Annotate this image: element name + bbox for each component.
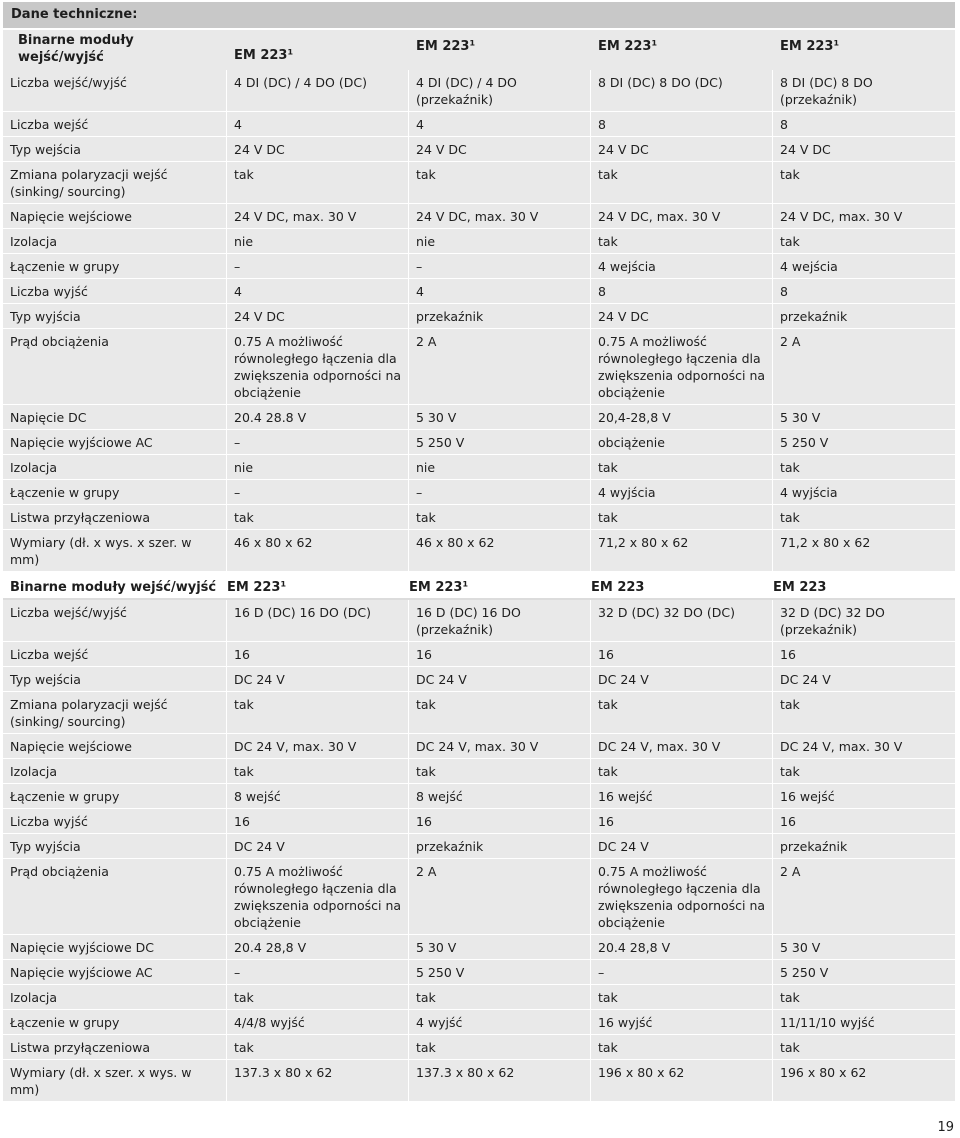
table-cell: tak	[591, 759, 773, 783]
table-cell: 2 A	[409, 329, 591, 404]
table-cell: 24 V DC	[773, 137, 955, 161]
table-cell: 71,2 x 80 x 62	[773, 530, 955, 571]
table-cell: 16 wyjść	[591, 1010, 773, 1034]
table-cell: tak	[591, 1035, 773, 1059]
table-cell: 20.4 28,8 V	[591, 935, 773, 959]
table-cell: tak	[591, 692, 773, 733]
model-header: EM 223	[773, 579, 827, 595]
table-cell: DC 24 V	[227, 834, 409, 858]
table-cell: tak	[591, 985, 773, 1009]
table-cell: tak	[227, 1035, 409, 1059]
row-label: Zmiana polaryzacji wejść (sinking/ sourcing)	[3, 692, 227, 733]
table-cell: 137.3 x 80 x 62	[409, 1060, 591, 1101]
model-header: EM 223¹	[416, 39, 476, 54]
model-header: EM 223¹	[409, 579, 469, 595]
table-row	[3, 642, 955, 667]
row-label: Napięcie wyjściowe AC	[3, 960, 227, 984]
page-number: 19	[937, 1120, 954, 1135]
model-header: EM 223	[591, 579, 645, 595]
table-cell: 4 DI (DC) / 4 DO (przekaźnik)	[409, 70, 591, 111]
row-label: Napięcie wejściowe	[3, 734, 227, 758]
row-label: Typ wyjścia	[3, 834, 227, 858]
table-cell: 4	[227, 279, 409, 303]
table-cell: 2 A	[773, 329, 955, 404]
table-cell: 5 250 V	[409, 430, 591, 454]
model-header: EM 223¹	[598, 39, 658, 54]
row-label: Wymiary (dł. x szer. x wys. w mm)	[3, 1060, 227, 1101]
table-cell: 8 DI (DC) 8 DO (przekaźnik)	[773, 70, 955, 111]
table-cell: 16	[227, 642, 409, 666]
table-cell: DC 24 V, max. 30 V	[591, 734, 773, 758]
table-cell: 20.4 28,8 V	[227, 935, 409, 959]
table-cell: 16	[409, 642, 591, 666]
table-cell: przekaźnik	[409, 834, 591, 858]
table-title: Binarne moduły wejść/wyjść	[10, 579, 217, 595]
model-header: EM 223¹	[780, 39, 840, 54]
table-row	[3, 480, 955, 505]
table-row	[3, 112, 955, 137]
table-cell: 24 V DC	[591, 137, 773, 161]
technical-data-table-1	[3, 2, 955, 572]
table-cell: 5 30 V	[409, 405, 591, 429]
table-cell: 4 wyjścia	[591, 480, 773, 504]
table-cell: tak	[227, 985, 409, 1009]
table-cell: 8	[591, 112, 773, 136]
table-row	[3, 137, 955, 162]
table-cell: 196 x 80 x 62	[773, 1060, 955, 1101]
table-row	[3, 935, 955, 960]
table-cell: 196 x 80 x 62	[591, 1060, 773, 1101]
row-label: Napięcie DC	[3, 405, 227, 429]
table-cell: –	[227, 430, 409, 454]
table-cell: 24 V DC, max. 30 V	[227, 204, 409, 228]
row-label: Typ wejścia	[3, 137, 227, 161]
table-row	[3, 405, 955, 430]
table-cell: 2 A	[773, 859, 955, 934]
row-label: Napięcie wejściowe	[3, 204, 227, 228]
table-subtitle: Binarne moduły wejść/wyjść	[18, 33, 134, 65]
table-cell: 24 V DC	[591, 304, 773, 328]
table-cell: tak	[409, 505, 591, 529]
table-row	[3, 859, 955, 935]
table-cell: 8 wejść	[409, 784, 591, 808]
technical-data-table-2	[3, 576, 955, 1102]
table-cell: tak	[773, 1035, 955, 1059]
table-cell: DC 24 V	[409, 667, 591, 691]
model-header: EM 223¹	[227, 579, 287, 595]
table-cell: 5 250 V	[773, 960, 955, 984]
table-cell: 11/11/10 wyjść	[773, 1010, 955, 1034]
table-cell: tak	[591, 505, 773, 529]
row-label: Łączenie w grupy	[3, 784, 227, 808]
table-cell: 0.75 A możliwość równoległego łączenia dla zwiększenia odporności na obciążenie	[591, 859, 773, 934]
table-cell: 137.3 x 80 x 62	[227, 1060, 409, 1101]
row-label: Liczba wejść	[3, 642, 227, 666]
row-label: Zmiana polaryzacji wejść (sinking/ sourcing)	[3, 162, 227, 203]
row-label: Izolacja	[3, 455, 227, 479]
table-cell: 16 wejść	[591, 784, 773, 808]
table-cell: 5 30 V	[409, 935, 591, 959]
table-cell: –	[227, 254, 409, 278]
table-row	[3, 229, 955, 254]
row-label: Łączenie w grupy	[3, 1010, 227, 1034]
table-cell: 5 250 V	[409, 960, 591, 984]
table-cell: 8	[773, 279, 955, 303]
table-row	[3, 254, 955, 279]
row-label: Wymiary (dł. x wys. x szer. w mm)	[3, 530, 227, 571]
table-row	[3, 1060, 955, 1102]
row-label: Liczba wyjść	[3, 279, 227, 303]
table-cell: 46 x 80 x 62	[409, 530, 591, 571]
table-cell: tak	[773, 455, 955, 479]
table-cell: nie	[227, 455, 409, 479]
table-cell: 5 250 V	[773, 430, 955, 454]
row-label: Liczba wejść/wyjść	[3, 70, 227, 111]
table-cell: tak	[773, 985, 955, 1009]
table-cell: DC 24 V, max. 30 V	[409, 734, 591, 758]
table-cell: 4/4/8 wyjść	[227, 1010, 409, 1034]
table-row	[3, 734, 955, 759]
table-cell: 46 x 80 x 62	[227, 530, 409, 571]
table-cell: przekaźnik	[409, 304, 591, 328]
table-row	[3, 204, 955, 229]
table-row	[3, 784, 955, 809]
table-cell: 8	[591, 279, 773, 303]
table-cell: 5 30 V	[773, 405, 955, 429]
row-label: Liczba wejść/wyjść	[3, 600, 227, 641]
row-label: Prąd obciążenia	[3, 859, 227, 934]
table-row	[3, 70, 955, 112]
table-header	[3, 28, 955, 70]
table-row	[3, 279, 955, 304]
table-cell: nie	[409, 455, 591, 479]
table-cell: tak	[409, 692, 591, 733]
table-cell: 4	[409, 112, 591, 136]
section-title: Dane techniczne:	[3, 2, 955, 28]
table-row	[3, 1010, 955, 1035]
table-cell: 20.4 28.8 V	[227, 405, 409, 429]
table-row	[3, 455, 955, 480]
table-cell: 24 V DC	[227, 137, 409, 161]
table-cell: 16	[227, 809, 409, 833]
table-row	[3, 530, 955, 572]
table-header	[3, 576, 955, 600]
table-cell: 0.75 A możliwość równoległego łączenia dla zwiększenia odporności na obciążenie	[227, 329, 409, 404]
table-cell: tak	[409, 1035, 591, 1059]
table-cell: 24 V DC, max. 30 V	[409, 204, 591, 228]
table-cell: DC 24 V, max. 30 V	[227, 734, 409, 758]
table-cell: tak	[591, 229, 773, 253]
table-cell: 16	[773, 642, 955, 666]
table-cell: nie	[409, 229, 591, 253]
table-cell: 4 wyjść	[409, 1010, 591, 1034]
row-label: Izolacja	[3, 985, 227, 1009]
table-cell: tak	[409, 162, 591, 203]
table-cell: tak	[227, 759, 409, 783]
row-label: Łączenie w grupy	[3, 254, 227, 278]
row-label: Izolacja	[3, 229, 227, 253]
table-row	[3, 809, 955, 834]
table-cell: 32 D (DC) 32 DO (DC)	[591, 600, 773, 641]
table-cell: 4	[227, 112, 409, 136]
table-row	[3, 834, 955, 859]
row-label: Listwa przyłączeniowa	[3, 505, 227, 529]
table-cell: 24 V DC, max. 30 V	[591, 204, 773, 228]
row-label: Izolacja	[3, 759, 227, 783]
row-label: Łączenie w grupy	[3, 480, 227, 504]
table-cell: tak	[773, 162, 955, 203]
table-row	[3, 162, 955, 204]
table-cell: DC 24 V, max. 30 V	[773, 734, 955, 758]
table-cell: 0.75 A możliwość równoległego łączenia dla zwiększenia odporności na obciążenie	[591, 329, 773, 404]
table-cell: tak	[409, 985, 591, 1009]
table-cell: 20,4-28,8 V	[591, 405, 773, 429]
table-cell: 5 30 V	[773, 935, 955, 959]
table-cell: 16 D (DC) 16 DO (DC)	[227, 600, 409, 641]
table-cell: 24 V DC, max. 30 V	[773, 204, 955, 228]
row-label: Typ wyjścia	[3, 304, 227, 328]
row-label: Listwa przyłączeniowa	[3, 1035, 227, 1059]
table-body	[3, 70, 955, 572]
table-cell: tak	[773, 505, 955, 529]
table-cell: 2 A	[409, 859, 591, 934]
table-cell: przekaźnik	[773, 304, 955, 328]
table-row	[3, 985, 955, 1010]
table-cell: DC 24 V	[591, 834, 773, 858]
table-row	[3, 430, 955, 455]
table-cell: 4 wejścia	[591, 254, 773, 278]
table-cell: tak	[227, 505, 409, 529]
row-label: Napięcie wyjściowe AC	[3, 430, 227, 454]
table-cell: 0.75 A możliwość równoległego łączenia dla zwiększenia odporności na obciążenie	[227, 859, 409, 934]
table-cell: tak	[409, 759, 591, 783]
table-cell: 4 wejścia	[773, 254, 955, 278]
table-cell: 16	[591, 642, 773, 666]
table-row	[3, 304, 955, 329]
table-cell: –	[227, 960, 409, 984]
model-header: EM 223¹	[234, 48, 294, 63]
table-cell: 71,2 x 80 x 62	[591, 530, 773, 571]
table-cell: –	[591, 960, 773, 984]
table-row	[3, 600, 955, 642]
table-cell: obciążenie	[591, 430, 773, 454]
table-cell: 24 V DC	[409, 137, 591, 161]
table-row	[3, 1035, 955, 1060]
table-cell: 4	[409, 279, 591, 303]
table-cell: 32 D (DC) 32 DO (przekaźnik)	[773, 600, 955, 641]
table-cell: 16 wejść	[773, 784, 955, 808]
table-cell: –	[227, 480, 409, 504]
table-row	[3, 505, 955, 530]
table-cell: tak	[773, 229, 955, 253]
table-cell: DC 24 V	[773, 667, 955, 691]
table-cell: 24 V DC	[227, 304, 409, 328]
table-cell: 4 DI (DC) / 4 DO (DC)	[227, 70, 409, 111]
table-cell: DC 24 V	[591, 667, 773, 691]
table-row	[3, 759, 955, 784]
table-cell: DC 24 V	[227, 667, 409, 691]
row-label: Prąd obciążenia	[3, 329, 227, 404]
table-body	[3, 600, 955, 1102]
table-cell: 8 wejść	[227, 784, 409, 808]
table-cell: 16	[591, 809, 773, 833]
table-cell: 16	[773, 809, 955, 833]
table-row	[3, 667, 955, 692]
table-cell: 8	[773, 112, 955, 136]
table-cell: tak	[227, 692, 409, 733]
table-cell: 16	[409, 809, 591, 833]
row-label: Napięcie wyjściowe DC	[3, 935, 227, 959]
table-cell: tak	[591, 455, 773, 479]
table-cell: –	[409, 254, 591, 278]
table-cell: 8 DI (DC) 8 DO (DC)	[591, 70, 773, 111]
table-row	[3, 692, 955, 734]
table-cell: tak	[591, 162, 773, 203]
table-row	[3, 960, 955, 985]
table-cell: 16 D (DC) 16 DO (przekaźnik)	[409, 600, 591, 641]
table-cell: tak	[227, 162, 409, 203]
row-label: Liczba wejść	[3, 112, 227, 136]
row-label: Liczba wyjść	[3, 809, 227, 833]
table-cell: przekaźnik	[773, 834, 955, 858]
table-cell: nie	[227, 229, 409, 253]
table-row	[3, 329, 955, 405]
table-cell: 4 wyjścia	[773, 480, 955, 504]
table-cell: –	[409, 480, 591, 504]
table-cell: tak	[773, 759, 955, 783]
table-cell: tak	[773, 692, 955, 733]
row-label: Typ wejścia	[3, 667, 227, 691]
